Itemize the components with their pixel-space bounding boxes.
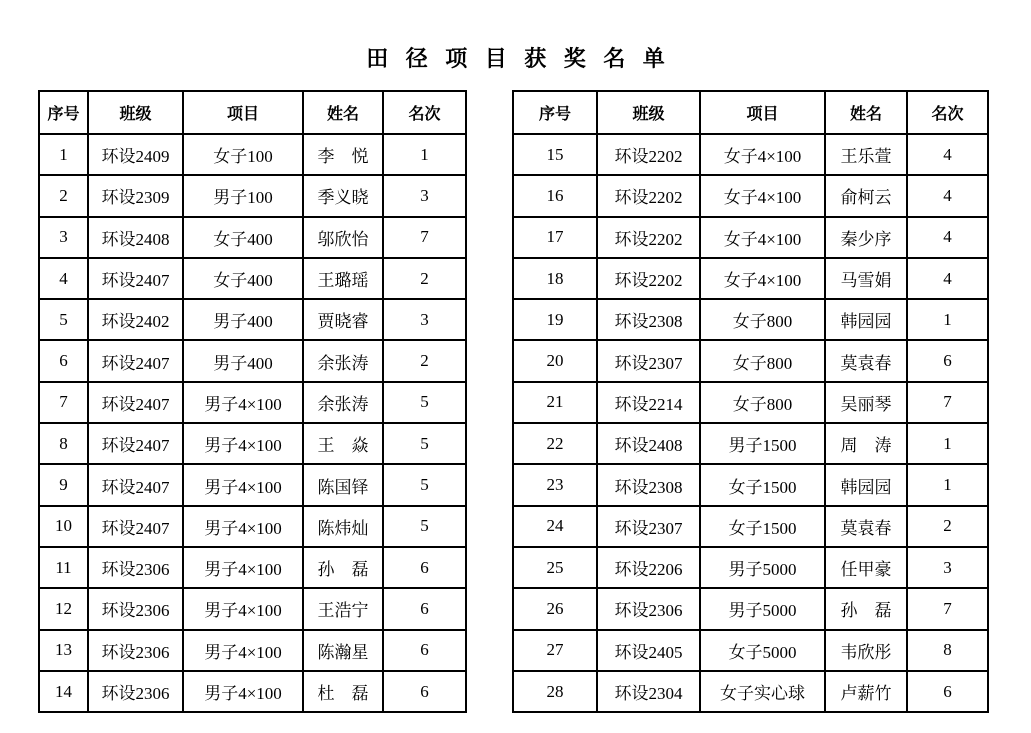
column-header-class: 班级 xyxy=(597,91,700,134)
table-cell: 环设2408 xyxy=(597,423,700,464)
table-cell: 女子实心球 xyxy=(700,671,825,712)
table-cell: 7 xyxy=(907,588,988,629)
table-row xyxy=(513,299,988,340)
table-cell: 7 xyxy=(907,382,988,423)
table-cell: 环设2306 xyxy=(88,671,183,712)
table-cell: 4 xyxy=(39,258,88,299)
award-table-left xyxy=(38,90,467,713)
table-cell: 女子800 xyxy=(700,340,825,381)
table-row xyxy=(513,134,988,175)
table-row xyxy=(39,258,466,299)
column-header-index: 序号 xyxy=(513,91,597,134)
table-row xyxy=(39,588,466,629)
table-row xyxy=(39,547,466,588)
table-row xyxy=(39,340,466,381)
table-cell: 韦欣彤 xyxy=(825,630,907,671)
table-cell: 环设2304 xyxy=(597,671,700,712)
table-cell: 4 xyxy=(907,175,988,216)
table-cell: 14 xyxy=(39,671,88,712)
table-cell: 2 xyxy=(383,340,466,381)
table-cell: 4 xyxy=(907,258,988,299)
table-cell: 环设2202 xyxy=(597,217,700,258)
table-cell: 女子400 xyxy=(183,217,303,258)
table-cell: 男子4×100 xyxy=(183,423,303,464)
table-cell: 王浩宁 xyxy=(303,588,383,629)
table-cell: 1 xyxy=(383,134,466,175)
table-cell: 女子100 xyxy=(183,134,303,175)
table-cell: 俞柯云 xyxy=(825,175,907,216)
column-header-name: 姓名 xyxy=(825,91,907,134)
table-cell: 环设2202 xyxy=(597,258,700,299)
table-cell: 20 xyxy=(513,340,597,381)
table-row xyxy=(513,671,988,712)
table-row xyxy=(39,423,466,464)
column-header-rank: 名次 xyxy=(383,91,466,134)
table-cell: 5 xyxy=(383,464,466,505)
table-cell: 6 xyxy=(383,671,466,712)
column-header-name: 姓名 xyxy=(303,91,383,134)
table-cell: 李 悦 xyxy=(303,134,383,175)
table-cell: 男子4×100 xyxy=(183,630,303,671)
table-row xyxy=(39,217,466,258)
table-cell: 女子5000 xyxy=(700,630,825,671)
table-cell: 15 xyxy=(513,134,597,175)
table-cell: 环设2202 xyxy=(597,134,700,175)
table-cell: 13 xyxy=(39,630,88,671)
table-cell: 6 xyxy=(39,340,88,381)
table-cell: 吴丽琴 xyxy=(825,382,907,423)
table-cell: 24 xyxy=(513,506,597,547)
table-cell: 1 xyxy=(907,423,988,464)
table-cell: 环设2307 xyxy=(597,506,700,547)
table-cell: 9 xyxy=(39,464,88,505)
table-row xyxy=(39,382,466,423)
table-cell: 环设2308 xyxy=(597,299,700,340)
table-cell: 3 xyxy=(383,299,466,340)
table-cell: 5 xyxy=(383,506,466,547)
table-cell: 环设2408 xyxy=(88,217,183,258)
table-row xyxy=(39,506,466,547)
table-cell: 21 xyxy=(513,382,597,423)
table-row xyxy=(39,175,466,216)
table-cell: 王乐萱 xyxy=(825,134,907,175)
table-cell: 陈炜灿 xyxy=(303,506,383,547)
table-cell: 女子1500 xyxy=(700,464,825,505)
table-cell: 贾晓睿 xyxy=(303,299,383,340)
table-cell: 男子400 xyxy=(183,299,303,340)
table-row xyxy=(513,382,988,423)
table-cell: 环设2206 xyxy=(597,547,700,588)
table-row xyxy=(513,464,988,505)
table-cell: 3 xyxy=(383,175,466,216)
table-cell: 王璐瑶 xyxy=(303,258,383,299)
table-cell: 女子4×100 xyxy=(700,134,825,175)
table-cell: 22 xyxy=(513,423,597,464)
table-cell: 男子5000 xyxy=(700,588,825,629)
table-cell: 环设2407 xyxy=(88,423,183,464)
table-cell: 16 xyxy=(513,175,597,216)
header-row xyxy=(39,91,466,134)
table-cell: 环设2407 xyxy=(88,340,183,381)
table-row xyxy=(513,340,988,381)
table-cell: 男子4×100 xyxy=(183,588,303,629)
table-cell: 6 xyxy=(383,547,466,588)
table-cell: 余张涛 xyxy=(303,340,383,381)
table-cell: 杜 磊 xyxy=(303,671,383,712)
table-row xyxy=(39,134,466,175)
table-cell: 17 xyxy=(513,217,597,258)
table-cell: 1 xyxy=(907,464,988,505)
table-cell: 女子800 xyxy=(700,382,825,423)
table-cell: 1 xyxy=(39,134,88,175)
table-row xyxy=(513,217,988,258)
award-table-right xyxy=(512,90,989,713)
table-cell: 环设2402 xyxy=(88,299,183,340)
table-cell: 女子4×100 xyxy=(700,217,825,258)
table-cell: 男子4×100 xyxy=(183,382,303,423)
table-cell: 王 焱 xyxy=(303,423,383,464)
award-table-right-body xyxy=(513,134,988,712)
table-cell: 环设2407 xyxy=(88,464,183,505)
table-row xyxy=(513,588,988,629)
table-cell: 8 xyxy=(39,423,88,464)
table-cell: 19 xyxy=(513,299,597,340)
table-cell: 周 涛 xyxy=(825,423,907,464)
column-header-event: 项目 xyxy=(700,91,825,134)
table-cell: 5 xyxy=(383,423,466,464)
table-cell: 10 xyxy=(39,506,88,547)
table-cell: 4 xyxy=(907,134,988,175)
column-header-event: 项目 xyxy=(183,91,303,134)
table-cell: 环设2409 xyxy=(88,134,183,175)
table-row xyxy=(39,671,466,712)
table-cell: 环设2306 xyxy=(88,630,183,671)
table-cell: 秦少序 xyxy=(825,217,907,258)
table-cell: 陈瀚星 xyxy=(303,630,383,671)
column-header-rank: 名次 xyxy=(907,91,988,134)
table-cell: 环设2407 xyxy=(88,258,183,299)
table-cell: 27 xyxy=(513,630,597,671)
table-cell: 余张涛 xyxy=(303,382,383,423)
table-cell: 莫袁春 xyxy=(825,340,907,381)
table-row xyxy=(513,175,988,216)
table-cell: 3 xyxy=(907,547,988,588)
table-cell: 环设2306 xyxy=(88,547,183,588)
table-cell: 女子4×100 xyxy=(700,175,825,216)
table-cell: 25 xyxy=(513,547,597,588)
table-row xyxy=(513,630,988,671)
table-cell: 女子1500 xyxy=(700,506,825,547)
table-cell: 环设2407 xyxy=(88,506,183,547)
page-title: 田 径 项 目 获 奖 名 单 xyxy=(366,46,671,71)
table-cell: 环设2306 xyxy=(88,588,183,629)
table-cell: 5 xyxy=(383,382,466,423)
table-cell: 男子400 xyxy=(183,340,303,381)
table-row xyxy=(39,464,466,505)
table-cell: 环设2309 xyxy=(88,175,183,216)
table-row xyxy=(513,547,988,588)
table-row xyxy=(39,630,466,671)
table-cell: 7 xyxy=(39,382,88,423)
table-cell: 女子400 xyxy=(183,258,303,299)
table-cell: 马雪娟 xyxy=(825,258,907,299)
table-cell: 5 xyxy=(39,299,88,340)
table-cell: 女子4×100 xyxy=(700,258,825,299)
table-cell: 季义晓 xyxy=(303,175,383,216)
table-cell: 男子5000 xyxy=(700,547,825,588)
table-row xyxy=(39,299,466,340)
table-cell: 孙 磊 xyxy=(825,588,907,629)
table-row xyxy=(513,423,988,464)
table-cell: 韩园园 xyxy=(825,299,907,340)
table-cell: 环设2307 xyxy=(597,340,700,381)
table-cell: 韩园园 xyxy=(825,464,907,505)
table-cell: 12 xyxy=(39,588,88,629)
column-header-index: 序号 xyxy=(39,91,88,134)
table-cell: 男子100 xyxy=(183,175,303,216)
table-cell: 莫袁春 xyxy=(825,506,907,547)
table-cell: 男子1500 xyxy=(700,423,825,464)
table-cell: 男子4×100 xyxy=(183,547,303,588)
table-cell: 6 xyxy=(907,671,988,712)
table-cell: 6 xyxy=(383,588,466,629)
table-cell: 男子4×100 xyxy=(183,671,303,712)
table-cell: 环设2407 xyxy=(88,382,183,423)
award-table-left-body xyxy=(39,134,466,712)
table-cell: 孙 磊 xyxy=(303,547,383,588)
table-cell: 2 xyxy=(383,258,466,299)
table-cell: 6 xyxy=(383,630,466,671)
table-cell: 环设2306 xyxy=(597,588,700,629)
table-cell: 7 xyxy=(383,217,466,258)
table-cell: 4 xyxy=(907,217,988,258)
table-cell: 8 xyxy=(907,630,988,671)
table-cell: 环设2202 xyxy=(597,175,700,216)
table-cell: 23 xyxy=(513,464,597,505)
table-cell: 2 xyxy=(39,175,88,216)
table-cell: 女子800 xyxy=(700,299,825,340)
table-cell: 环设2214 xyxy=(597,382,700,423)
table-row xyxy=(513,258,988,299)
table-cell: 邬欣怡 xyxy=(303,217,383,258)
table-cell: 2 xyxy=(907,506,988,547)
table-cell: 3 xyxy=(39,217,88,258)
table-cell: 男子4×100 xyxy=(183,506,303,547)
table-cell: 11 xyxy=(39,547,88,588)
table-row xyxy=(513,506,988,547)
table-cell: 卢薪竹 xyxy=(825,671,907,712)
header-row xyxy=(513,91,988,134)
table-cell: 男子4×100 xyxy=(183,464,303,505)
table-cell: 环设2308 xyxy=(597,464,700,505)
table-cell: 28 xyxy=(513,671,597,712)
column-header-class: 班级 xyxy=(88,91,183,134)
table-cell: 环设2405 xyxy=(597,630,700,671)
table-cell: 任甲豪 xyxy=(825,547,907,588)
table-cell: 陈国铎 xyxy=(303,464,383,505)
table-cell: 26 xyxy=(513,588,597,629)
table-cell: 18 xyxy=(513,258,597,299)
table-cell: 6 xyxy=(907,340,988,381)
table-cell: 1 xyxy=(907,299,988,340)
